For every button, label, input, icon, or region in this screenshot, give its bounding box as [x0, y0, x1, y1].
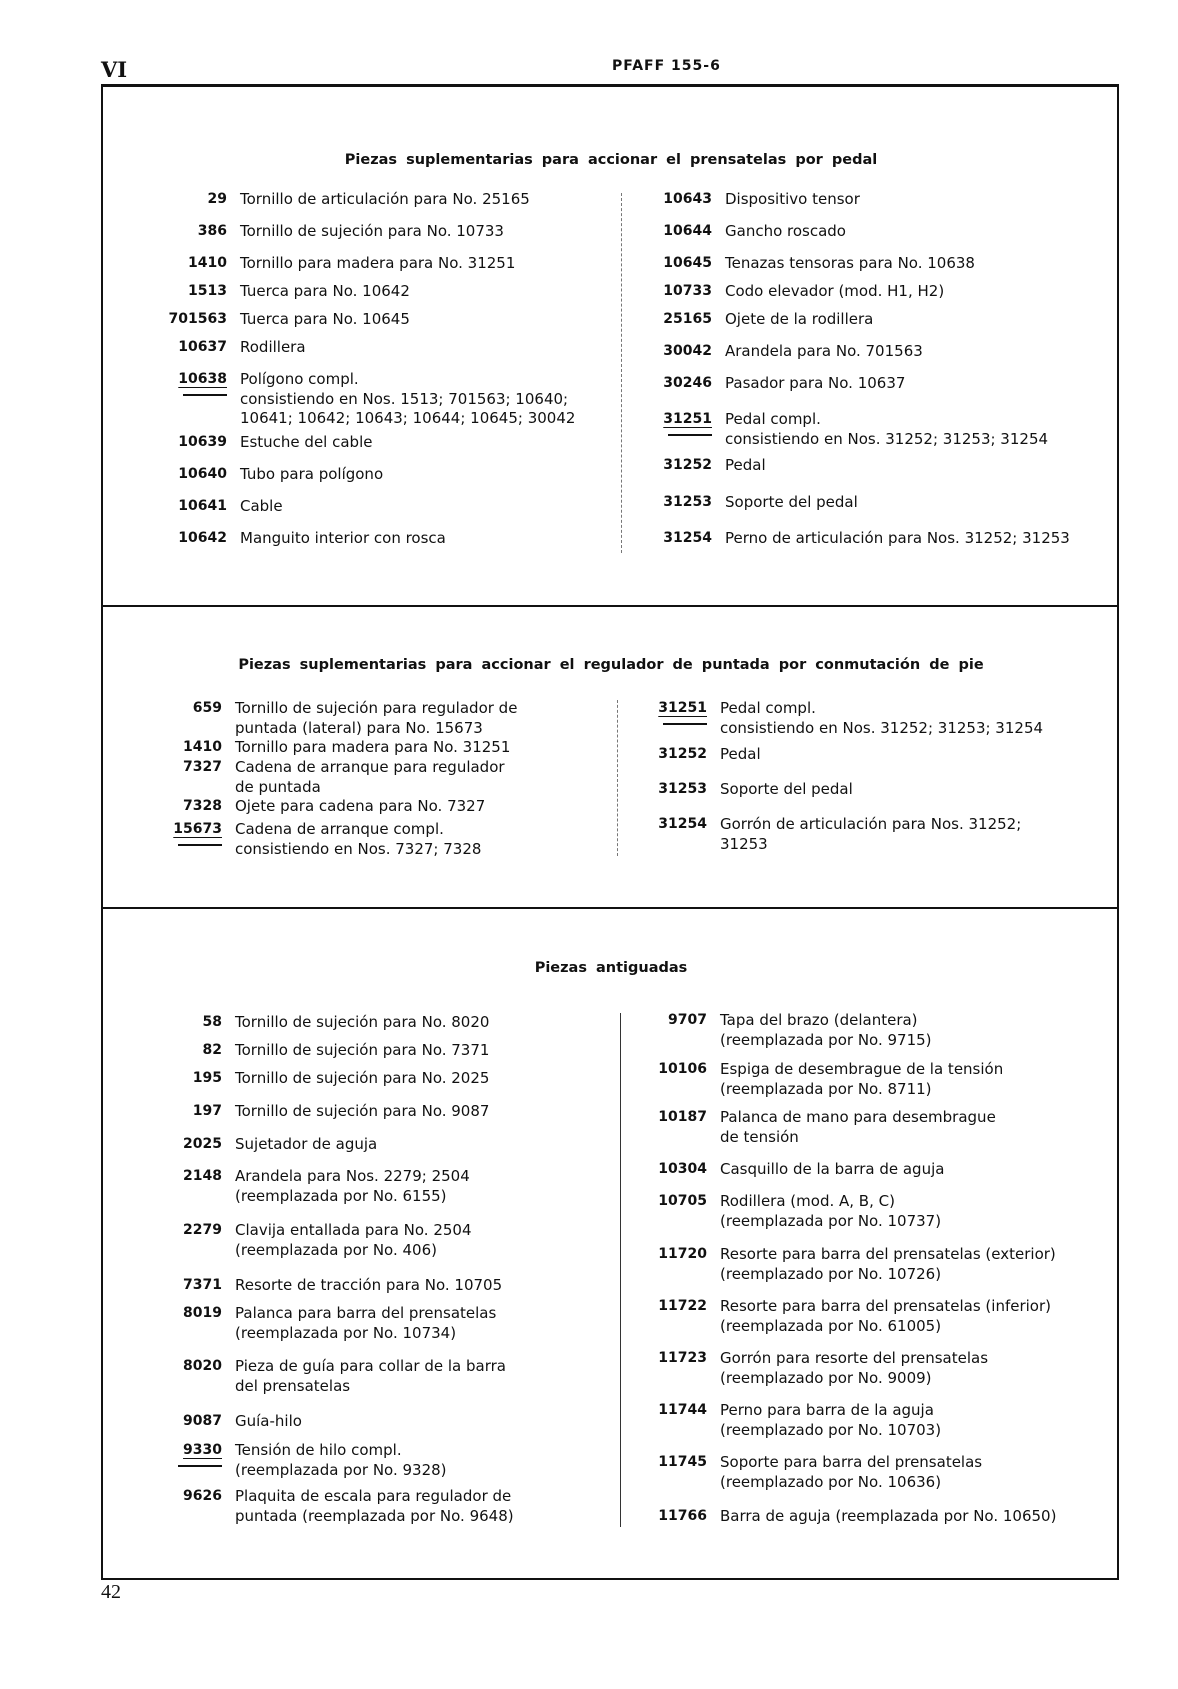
part-description — [720, 1108, 1110, 1147]
description-line: Tornillo de articulación para No. 25165 — [240, 190, 530, 208]
description-line: Tornillo para madera para No. 31251 — [235, 738, 511, 756]
description-line: Ojete para cadena para No. 7327 — [235, 797, 486, 815]
description-line: Tornillo de sujeción para No. 9087 — [235, 1102, 490, 1120]
part-number: 10637 — [178, 339, 227, 355]
part-number: 58 — [202, 1014, 222, 1030]
description-line: Manguito interior con rosca — [240, 529, 446, 547]
description-line: Resorte de tracción para No. 10705 — [235, 1276, 503, 1294]
description-line: (reemplazada por No. 9715) — [720, 1030, 932, 1049]
description-line: Soporte para barra del prensatelas — [720, 1453, 983, 1471]
description-line: Soporte del pedal — [725, 493, 858, 511]
part-description — [725, 374, 1115, 394]
part-description — [240, 433, 630, 453]
part-number: 31253 — [663, 494, 712, 510]
part-number: 7327 — [183, 759, 222, 775]
description-line: Gancho roscado — [725, 222, 846, 240]
description-line: Pedal compl. — [725, 410, 821, 428]
part-number: 1410 — [188, 255, 227, 271]
part-number: 10642 — [178, 530, 227, 546]
part-number: 31254 — [663, 530, 712, 546]
part-number: 1513 — [188, 283, 227, 299]
part-description — [725, 222, 1115, 242]
description-line: Perno para barra de la aguja — [720, 1401, 934, 1419]
description-line: (reemplazada por No. 10734) — [235, 1323, 457, 1342]
part-number: 11722 — [658, 1298, 707, 1314]
description-line: Gorrón de articulación para Nos. 31252; — [720, 815, 1022, 833]
description-line: (reemplazada por No. 8711) — [720, 1079, 932, 1098]
part-number: 7328 — [183, 798, 222, 814]
description-line: Arandela para No. 701563 — [725, 342, 923, 360]
description-line: puntada (reemplazada por No. 9648) — [235, 1506, 514, 1525]
part-number: 9330 — [152, 1441, 222, 1461]
part-number: 8020 — [183, 1358, 222, 1374]
part-description — [240, 222, 630, 242]
part-description — [240, 190, 630, 210]
part-number: 10645 — [663, 255, 712, 271]
part-description — [240, 497, 630, 517]
description-line: (reemplazada por No. 6155) — [235, 1186, 447, 1205]
part-number: 11744 — [658, 1402, 707, 1418]
part-description — [725, 254, 1115, 274]
description-line: (reemplazada por No. 9328) — [235, 1460, 447, 1479]
part-description — [235, 797, 625, 817]
part-number: 30246 — [663, 375, 712, 391]
part-description — [720, 1507, 1110, 1527]
part-number: 10644 — [663, 223, 712, 239]
description-line: (reemplazado por No. 10703) — [720, 1420, 942, 1439]
part-description — [240, 370, 630, 429]
part-description — [240, 310, 630, 330]
description-line: Sujetador de aguja — [235, 1135, 378, 1153]
description-line: Estuche del cable — [240, 433, 373, 451]
description-line: Rodillera — [240, 338, 306, 356]
description-line: Pedal — [720, 745, 761, 763]
description-line: de tensión — [720, 1127, 799, 1146]
part-number: 82 — [202, 1042, 222, 1058]
description-line: de puntada — [235, 777, 321, 796]
part-description — [235, 1041, 625, 1061]
description-line: Polígono compl. — [240, 370, 359, 388]
part-number: 2148 — [183, 1168, 222, 1184]
part-number: 197 — [192, 1103, 222, 1119]
part-number: 10106 — [658, 1061, 707, 1077]
description-line: Guía-hilo — [235, 1412, 302, 1430]
description-line: Clavija entallada para No. 2504 — [235, 1221, 472, 1239]
part-description — [235, 1304, 625, 1343]
part-description — [235, 1412, 625, 1432]
part-description — [235, 820, 625, 859]
section-title: Piezas suplementarias para accionar el regulador de puntada por conmutación de pie — [238, 657, 984, 673]
description-line: (reemplazada por No. 61005) — [720, 1316, 942, 1335]
description-line: Tensión de hilo compl. — [235, 1441, 402, 1459]
part-description — [235, 1276, 625, 1296]
description-line: consistiendo en Nos. 7327; 7328 — [235, 839, 482, 858]
part-description — [235, 1135, 625, 1155]
part-number: 10705 — [658, 1193, 707, 1209]
description-line: Palanca para barra del prensatelas — [235, 1304, 497, 1322]
part-description — [240, 282, 630, 302]
description-line: Resorte para barra del prensatelas (inferior) — [720, 1297, 1052, 1315]
part-description — [235, 1487, 625, 1526]
part-number: 10638 — [157, 370, 227, 390]
description-line: Pedal compl. — [720, 699, 816, 717]
description-line: Tornillo de sujeción para No. 10733 — [240, 222, 504, 240]
part-number: 701563 — [168, 311, 227, 327]
part-description — [235, 1069, 625, 1089]
part-description — [240, 465, 630, 485]
part-description — [720, 1245, 1110, 1284]
description-line: Pieza de guía para collar de la barra — [235, 1357, 506, 1375]
part-description — [725, 282, 1115, 302]
description-line: Barra de aguja (reemplazada por No. 10650) — [720, 1507, 1057, 1525]
part-number: 31254 — [658, 816, 707, 832]
part-description — [725, 529, 1115, 549]
part-number: 30042 — [663, 343, 712, 359]
description-line: Cadena de arranque para regulador — [235, 758, 505, 776]
description-line: (reemplazado por No. 10636) — [720, 1472, 942, 1491]
part-number: 31251 — [642, 410, 712, 430]
description-line: Tubo para polígono — [240, 465, 384, 483]
description-line: Cable — [240, 497, 283, 515]
part-description — [725, 493, 1115, 513]
part-description — [725, 410, 1115, 449]
part-number: 10641 — [178, 498, 227, 514]
description-line: 31253 — [720, 834, 768, 853]
description-line: puntada (lateral) para No. 15673 — [235, 718, 483, 737]
part-number: 31253 — [658, 781, 707, 797]
description-line: Soporte del pedal — [720, 780, 853, 798]
part-number: 9626 — [183, 1488, 222, 1504]
description-line: Casquillo de la barra de aguja — [720, 1160, 945, 1178]
description-line: Gorrón para resorte del prensatelas — [720, 1349, 989, 1367]
part-description — [720, 815, 1110, 854]
description-line: Arandela para Nos. 2279; 2504 — [235, 1167, 470, 1185]
description-line: Perno de articulación para Nos. 31252; 31253 — [725, 529, 1070, 547]
part-number: 15673 — [152, 820, 222, 840]
description-line: Cadena de arranque compl. — [235, 820, 444, 838]
part-number: 10733 — [663, 283, 712, 299]
part-description — [235, 758, 625, 797]
part-description — [720, 745, 1110, 765]
page-header-title: PFAFF 155-6 — [612, 58, 721, 74]
part-description — [235, 738, 625, 758]
description-line: Resorte para barra del prensatelas (exterior) — [720, 1245, 1056, 1263]
part-description — [720, 1011, 1110, 1050]
part-number: 31252 — [663, 457, 712, 473]
section-title: Piezas suplementarias para accionar el prensatelas por pedal — [344, 152, 878, 168]
description-line: (reemplazado por No. 10726) — [720, 1264, 942, 1283]
description-line: Tuerca para No. 10642 — [240, 282, 410, 300]
part-number: 7371 — [183, 1277, 222, 1293]
description-line: Codo elevador (mod. H1, H2) — [725, 282, 945, 300]
part-number: 10304 — [658, 1161, 707, 1177]
part-number: 10187 — [658, 1109, 707, 1125]
part-number: 10640 — [178, 466, 227, 482]
part-number: 31252 — [658, 746, 707, 762]
part-number: 9087 — [183, 1413, 222, 1429]
description-line: (reemplazada por No. 10737) — [720, 1211, 942, 1230]
part-number: 31251 — [637, 699, 707, 719]
part-number: 659 — [192, 700, 222, 716]
description-line: Pasador para No. 10637 — [725, 374, 906, 392]
part-number: 2025 — [183, 1136, 222, 1152]
description-line: (reemplazada por No. 406) — [235, 1240, 437, 1259]
description-line: Palanca de mano para desembrague — [720, 1108, 996, 1126]
part-description — [235, 1357, 625, 1396]
part-number: 9707 — [668, 1012, 707, 1028]
part-description — [240, 529, 630, 549]
description-line: Tenazas tensoras para No. 10638 — [725, 254, 975, 272]
part-number: 11745 — [658, 1454, 707, 1470]
part-description — [720, 1453, 1110, 1492]
part-number: 1410 — [183, 739, 222, 755]
description-line: del prensatelas — [235, 1376, 351, 1395]
part-description — [720, 780, 1110, 800]
part-number: 386 — [197, 223, 227, 239]
description-line: Plaquita de escala para regulador de — [235, 1487, 512, 1505]
part-number: 29 — [207, 191, 227, 207]
part-description — [235, 1102, 625, 1122]
part-description — [235, 1013, 625, 1033]
part-description — [725, 342, 1115, 362]
part-description — [240, 338, 630, 358]
part-number: 8019 — [183, 1305, 222, 1321]
part-number: 11723 — [658, 1350, 707, 1366]
description-line: Tornillo de sujeción para No. 8020 — [235, 1013, 490, 1031]
part-number: 10639 — [178, 434, 227, 450]
description-line: Tornillo para madera para No. 31251 — [240, 254, 516, 272]
description-line: (reemplazado por No. 9009) — [720, 1368, 932, 1387]
part-number: 10643 — [663, 191, 712, 207]
part-description — [235, 1167, 625, 1206]
description-line: Tornillo de sujeción para No. 7371 — [235, 1041, 490, 1059]
description-line: consistiendo en Nos. 1513; 701563; 10640; — [240, 389, 569, 408]
description-line: Tapa del brazo (delantera) — [720, 1011, 918, 1029]
part-number: 11766 — [658, 1508, 707, 1524]
description-line: Dispositivo tensor — [725, 190, 860, 208]
description-line: 10641; 10642; 10643; 10644; 10645; 30042 — [240, 409, 576, 427]
part-description — [720, 1060, 1110, 1099]
description-line: Ojete de la rodillera — [725, 310, 874, 328]
section-divider — [103, 907, 1119, 909]
part-description — [725, 190, 1115, 210]
part-number: 195 — [192, 1070, 222, 1086]
part-description — [235, 1221, 625, 1260]
part-number: 25165 — [663, 311, 712, 327]
description-line: Tuerca para No. 10645 — [240, 310, 410, 328]
part-number: 2279 — [183, 1222, 222, 1238]
part-description — [725, 310, 1115, 330]
part-description — [725, 456, 1115, 476]
part-description — [720, 1297, 1110, 1336]
section-title: Piezas antiguadas — [534, 960, 688, 976]
part-number: 11720 — [658, 1246, 707, 1262]
part-description — [720, 1192, 1110, 1231]
description-line: consistiendo en Nos. 31252; 31253; 31254 — [720, 718, 1044, 737]
description-line: consistiendo en Nos. 31252; 31253; 31254 — [725, 429, 1049, 448]
part-description — [720, 1401, 1110, 1440]
part-description — [235, 1441, 625, 1480]
part-description — [235, 699, 625, 738]
description-line: Tornillo de sujeción para regulador de — [235, 699, 518, 717]
part-description — [720, 1349, 1110, 1388]
page-number: 42 — [101, 1581, 121, 1603]
description-line: Pedal — [725, 456, 766, 474]
part-description — [720, 699, 1110, 738]
description-line: Espiga de desembrague de la tensión — [720, 1060, 1004, 1078]
description-line: Rodillera (mod. A, B, C) — [720, 1192, 895, 1210]
page-section-roman: VI — [101, 57, 128, 82]
part-description — [720, 1160, 1110, 1180]
description-line: Tornillo de sujeción para No. 2025 — [235, 1069, 490, 1087]
part-description — [240, 254, 630, 274]
section-divider — [103, 605, 1119, 607]
